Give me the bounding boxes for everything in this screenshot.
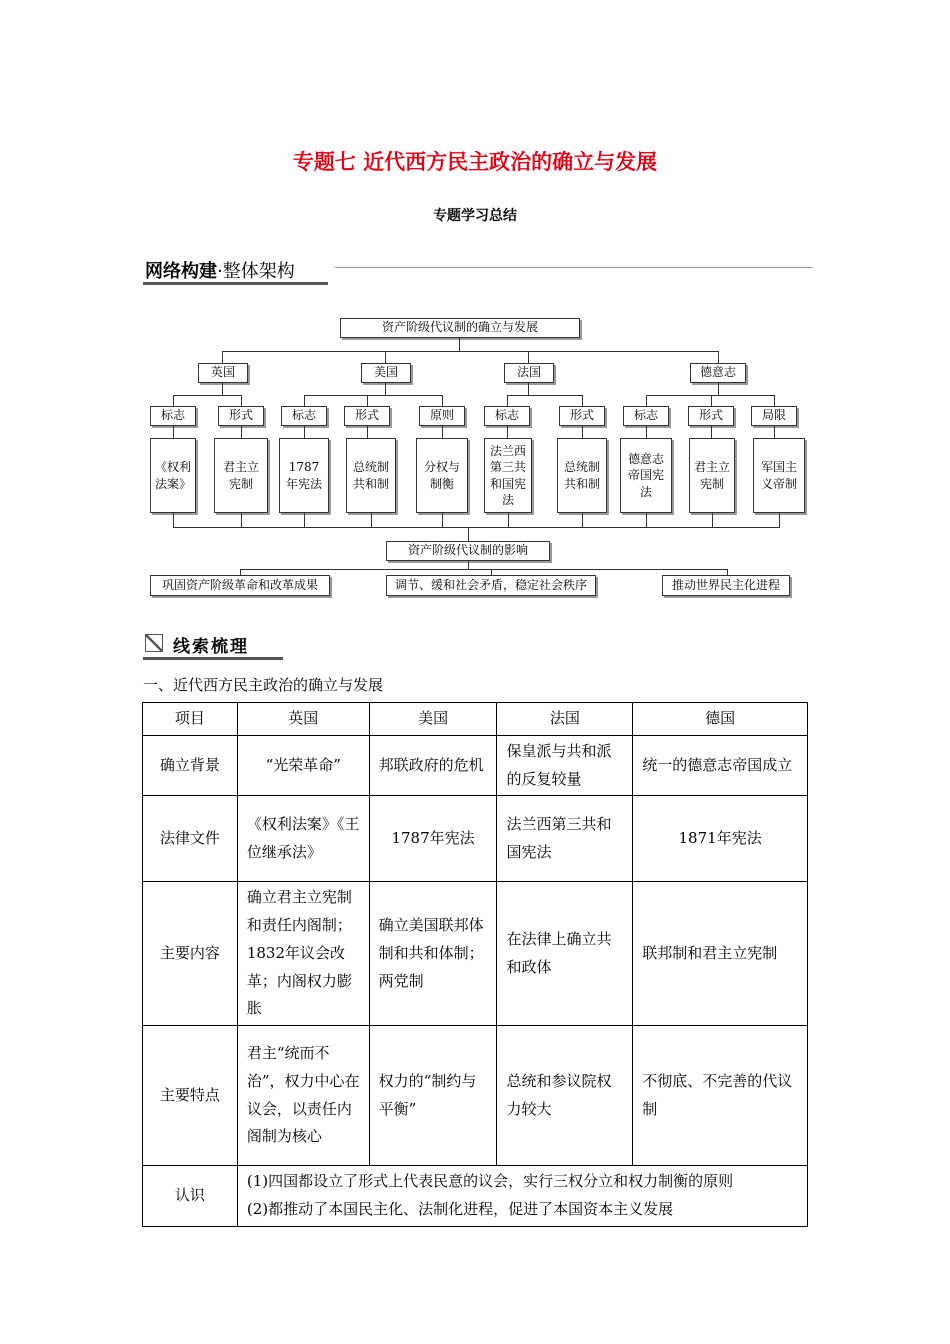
table-cell: 认识	[143, 1166, 238, 1227]
leaf-box: 君主立宪制	[214, 438, 268, 513]
leaf-box: 总统制共和制	[346, 438, 396, 513]
table-cell: 确立君主立宪制和责任内阁制；1832年议会改革；内阁权力膨胀	[237, 882, 369, 1026]
connector	[241, 513, 242, 527]
table-cell: 保皇派与共和派的反复较量	[497, 735, 633, 796]
table-cell: 不彻底、不完善的代议制	[633, 1026, 808, 1166]
label-box: 形式	[559, 406, 605, 426]
label-box: 形式	[218, 406, 264, 426]
diagram-root: 资产阶级代议制的确立与发展	[340, 318, 580, 338]
table-header-row	[143, 703, 808, 736]
connector	[173, 395, 174, 406]
summary-table	[142, 702, 808, 1227]
table-header: 英国	[237, 703, 369, 736]
connector	[468, 561, 469, 569]
connector	[304, 395, 305, 406]
connector	[528, 351, 529, 363]
page-title: 专题七 近代西方民主政治的确立与发展	[292, 150, 658, 174]
connector	[241, 395, 242, 406]
page-subtitle: 专题学习总结	[433, 208, 517, 224]
leaf-box: 《权利法案》	[150, 438, 196, 513]
connector	[528, 383, 529, 395]
table-row	[143, 735, 808, 796]
table-cell: 联邦制和君主立宪制	[633, 882, 808, 1026]
table-cell: 确立美国联邦体制和共和体制；两党制	[369, 882, 497, 1026]
table-cell: 《权利法案》《王位继承法》	[237, 796, 369, 882]
table-cell: 主要特点	[143, 1026, 238, 1166]
label-box: 标志	[484, 406, 530, 426]
connector	[508, 513, 509, 527]
paragraph-heading: 一、近代西方民主政治的确立与发展	[143, 676, 384, 694]
result-box: 推动世界民主化进程	[662, 575, 790, 596]
table-cell: 主要内容	[143, 882, 238, 1026]
table-header: 法国	[497, 703, 633, 736]
connector	[222, 351, 223, 363]
table-cell: 在法律上确立共和政体	[497, 882, 633, 1026]
country-germany: 德意志	[690, 363, 746, 383]
leaf-box: 法兰西第三共和国宪法	[484, 438, 532, 513]
connector	[507, 395, 582, 396]
connector	[582, 395, 583, 406]
connector	[712, 513, 713, 527]
leaf-box: 总统制共和制	[557, 438, 607, 513]
table-header: 德国	[633, 703, 808, 736]
table-cell: 法兰西第三共和国宪法	[497, 796, 633, 882]
table-cell: 1871年宪法	[633, 796, 808, 882]
connector	[459, 338, 460, 351]
section-title-rest: ·整体架构	[217, 261, 295, 282]
connector	[240, 569, 728, 570]
leaf-box: 军国主义帝制	[753, 438, 805, 513]
country-france: 法国	[504, 363, 554, 383]
connector	[774, 426, 775, 438]
table-cell: 确立背景	[143, 735, 238, 796]
connector	[222, 383, 223, 395]
section-header-clues	[143, 631, 283, 660]
leaf-box: 1787年宪法	[279, 438, 329, 513]
country-us: 美国	[361, 363, 411, 383]
connector	[718, 351, 719, 363]
label-box: 形式	[688, 406, 734, 426]
table-header: 项目	[143, 703, 238, 736]
section-title: 线索梳理	[173, 637, 249, 657]
leaf-box: 分权与制衡	[416, 438, 468, 513]
table-cell: 1787年宪法	[369, 796, 497, 882]
connector	[779, 513, 780, 527]
connector	[646, 395, 647, 406]
connector	[173, 426, 174, 438]
connector	[385, 383, 386, 395]
connector	[711, 426, 712, 438]
label-box: 标志	[150, 406, 196, 426]
connector	[222, 351, 718, 352]
note-line: (2)都推动了本国民主化、法制化进程，促进了本国资本主义发展	[246, 1199, 674, 1218]
connector	[718, 383, 719, 395]
connector	[241, 426, 242, 438]
table-cell: 邦联政府的危机	[369, 735, 497, 796]
section-marker-icon	[145, 634, 163, 652]
connector	[367, 395, 368, 406]
connector	[173, 527, 780, 528]
note-line: (1)四国都设立了形式上代表民意的议会，实行三权分立和权力制衡的原则	[246, 1172, 734, 1190]
label-box: 原则	[419, 406, 465, 426]
connector	[385, 351, 386, 363]
table-cell: 君主“统而不治”，权力中心在议会，以责任内阁制为核心	[237, 1026, 369, 1166]
connector	[468, 527, 469, 541]
table-cell: 总统和参议院权力较大	[497, 1026, 633, 1166]
label-box: 标志	[623, 406, 669, 426]
connector	[442, 395, 443, 406]
label-box: 标志	[281, 406, 327, 426]
label-box: 形式	[344, 406, 390, 426]
connector	[646, 426, 647, 438]
country-uk: 英国	[198, 363, 248, 383]
table-cell: 权力的“制约与平衡”	[369, 1026, 497, 1166]
table-cell: “光荣革命”	[237, 735, 369, 796]
leaf-box: 德意志帝国宪法	[620, 438, 672, 513]
connector	[173, 513, 174, 527]
result-box: 巩固资产阶级革命和改革成果	[150, 575, 330, 596]
connector	[304, 426, 305, 438]
connector	[582, 513, 583, 527]
connector	[304, 513, 305, 527]
connector	[173, 395, 241, 396]
table-row	[143, 1026, 808, 1166]
table-row	[143, 1166, 808, 1227]
connector	[507, 426, 508, 438]
result-box: 调节、缓和社会矛盾，稳定社会秩序	[386, 575, 596, 596]
connector	[442, 513, 443, 527]
connector	[774, 395, 775, 406]
label-box: 局限	[751, 406, 797, 426]
table-row	[143, 882, 808, 1026]
table-note-cell	[237, 1166, 807, 1227]
connector	[646, 395, 774, 396]
table-cell: 统一的德意志帝国成立	[633, 735, 808, 796]
connector	[442, 426, 443, 438]
connector	[646, 513, 647, 527]
section-title-bold: 网络构建	[145, 261, 217, 282]
diagram-impact: 资产阶级代议制的影响	[386, 541, 550, 561]
connector	[304, 395, 442, 396]
table-cell: 法律文件	[143, 796, 238, 882]
leaf-box: 君主立宪制	[689, 438, 735, 513]
table-row	[143, 796, 808, 882]
table-header: 美国	[369, 703, 497, 736]
section-rule	[335, 267, 813, 268]
connector	[711, 395, 712, 406]
connector	[582, 426, 583, 438]
connector	[367, 426, 368, 438]
connector	[371, 513, 372, 527]
connector	[507, 395, 508, 406]
